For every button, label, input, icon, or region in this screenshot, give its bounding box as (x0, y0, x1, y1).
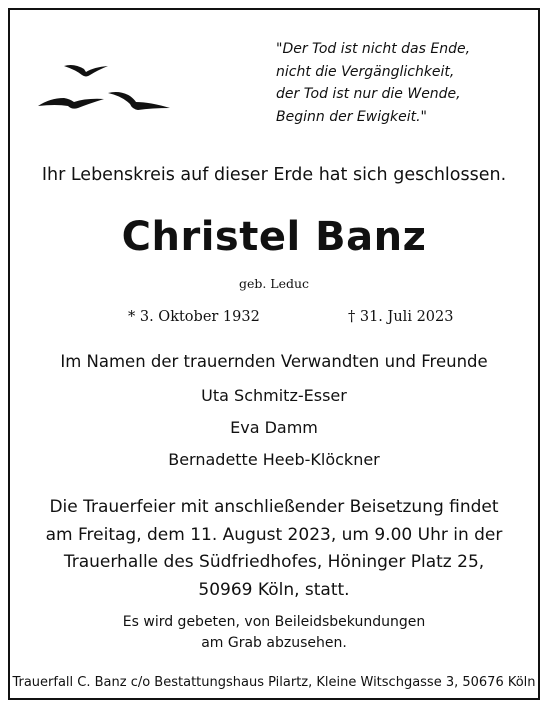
birds-icon (34, 58, 184, 120)
lead-text: Ihr Lebenskreis auf dieser Erde hat sich geschlossen. (41, 165, 507, 185)
condolence-request (10, 612, 538, 654)
ceremony-line: Trauerhalle des Südfriedhofes, Höninger Platz 25, (63, 552, 485, 572)
ceremony-line: 50969 Köln, statt. (198, 579, 350, 600)
family-line: Im Namen der trauernden Verwandten und Freunde (60, 352, 488, 371)
quote-line: Beginn der Ewigkeit." (276, 108, 427, 125)
quote-line: "Der Tod ist nicht das Ende, (276, 41, 471, 57)
ceremony-line: am Freitag, dem 11. August 2023, um 9.00 Uhr in der (45, 524, 503, 545)
quote-line: der Tod ist nur die Wende, (276, 86, 461, 102)
ceremony-line: Die Trauerfeier mit anschließender Beisetzung findet (49, 497, 499, 517)
death-date: † 31. Juli 2023 (348, 309, 454, 325)
mourner-name: Eva Damm (230, 418, 318, 437)
mourner-name: Bernadette Heeb-Klöckner (168, 450, 380, 469)
maiden-name: geb. Leduc (238, 276, 310, 291)
quote-line: nicht die Vergänglichkeit, (276, 63, 455, 80)
quote (276, 38, 470, 128)
mourner-name: Uta Schmitz-Esser (201, 386, 347, 405)
birth-date: * 3. Oktober 1932 (128, 309, 260, 325)
request-line: Es wird gebeten, von Beileidsbekundungen (122, 614, 426, 630)
ceremony-details (10, 494, 538, 604)
request-line: am Grab abzusehen. (201, 635, 347, 651)
deceased-name: Christel Banz (121, 214, 427, 260)
obituary-card (8, 8, 540, 700)
contact-address: Trauerfall C. Banz c/o Bestattungshaus Pilartz, Kleine Witschgasse 3, 50676 Köln (12, 675, 536, 690)
